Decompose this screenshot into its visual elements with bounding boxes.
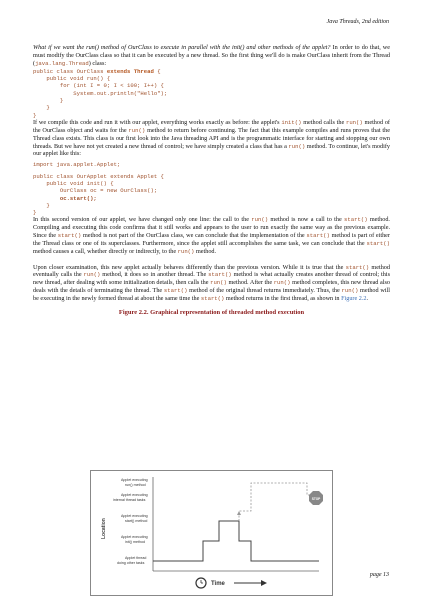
label-other: Applet thread doing other tasks [117, 556, 147, 565]
label-start: Applet executing start() method [121, 514, 148, 523]
paragraph-3: In this second version of our applet, we have changed only one line: the call to the run() method is now a call to the start() method. Compiling and executing this code confirms that it still works and appears to the user to run exactly the same way as the previous example. Since the start() method is not part of the OurClass class, we can conclude that the implementation of the start() method is part of either the Thread class or one of its superclasses. Furthermore, since the applet still accomplishes the same task, we can conclude that the start() method causes a call, whether directly or indirectly, to the run() method. [33, 216, 390, 256]
time-axis-label: Time [211, 581, 225, 587]
label-init: Applet executing init() method [121, 535, 148, 544]
location-axis-label: Location [101, 518, 107, 539]
figure-2-2 [90, 470, 333, 596]
code-block-ourapplet: public class OurApplet extends Applet { public void init() { OurClass oc = new OurClass(); oc.start(); } } [33, 172, 164, 217]
paragraph-4: Upon closer examination, this new applet actually behaves differently than the previous version. While it is true that the start() method eventually calls the run() method, it does so in another thread. The start() method is what actually creates another thread of control; this new thread, after dealing with some initialization details, then calls the run() method. After the run() method completes, this new thread also deals with the details of terminating the thread. The start() method of the original thread returns immediately. Thus, the run() method will be executing in the newly formed thread at about the same time the start() method returns in the first thread, as shown in Figure 2.2. [33, 263, 390, 303]
paragraph-2: If we compile this code and run it with our applet, everything works exactly as before: the applet's init() method calls the run() method of the OurClass object and waits for the run() method to return before continuing. The fact that this example compiles and runs proves that the Thread class exists. This class is our first look into the Java threading API and is the programmatic interface for starting and stopping our own threads. But we have not yet created a new thread of control; we have simply created a class that has a run() method. To continue, let's modify our applet like this: [33, 118, 390, 158]
label-run: Applet executing run() method [121, 478, 148, 487]
figure-link[interactable]: Figure 2.2 [341, 295, 367, 303]
stop-label: STOP [311, 497, 321, 501]
figure-caption: Figure 2.2. Graphical representation of threaded method execution [118, 309, 305, 317]
main-thread-line [153, 521, 319, 561]
code-import-line: import java.applet.Applet; [33, 161, 121, 169]
page-body [33, 44, 390, 317]
time-arrow-icon [261, 580, 267, 586]
new-thread-line [239, 483, 317, 521]
page-number: page 13 [369, 572, 389, 578]
running-header: Java Threads, 2nd edition [326, 19, 389, 25]
branch-arrow [237, 511, 241, 515]
code-block-ourclass: public class OurClass extends Thread { public void run() { for (int I = 0; I < 100; I++) { System.out.println("Hello"); } } } [33, 67, 168, 119]
paragraph-1: What if we want the run() method of OurClass to execute in parallel with the init() and other methods of the applet? In order to do that, we must modify the OurClass class so that it can be executed by a new thread. So the first thing we'll do is make OurClass inherit from the Thread (java.lang.Thread) class: [33, 44, 391, 67]
label-internal: Applet executing internal thread tasks [113, 493, 148, 502]
